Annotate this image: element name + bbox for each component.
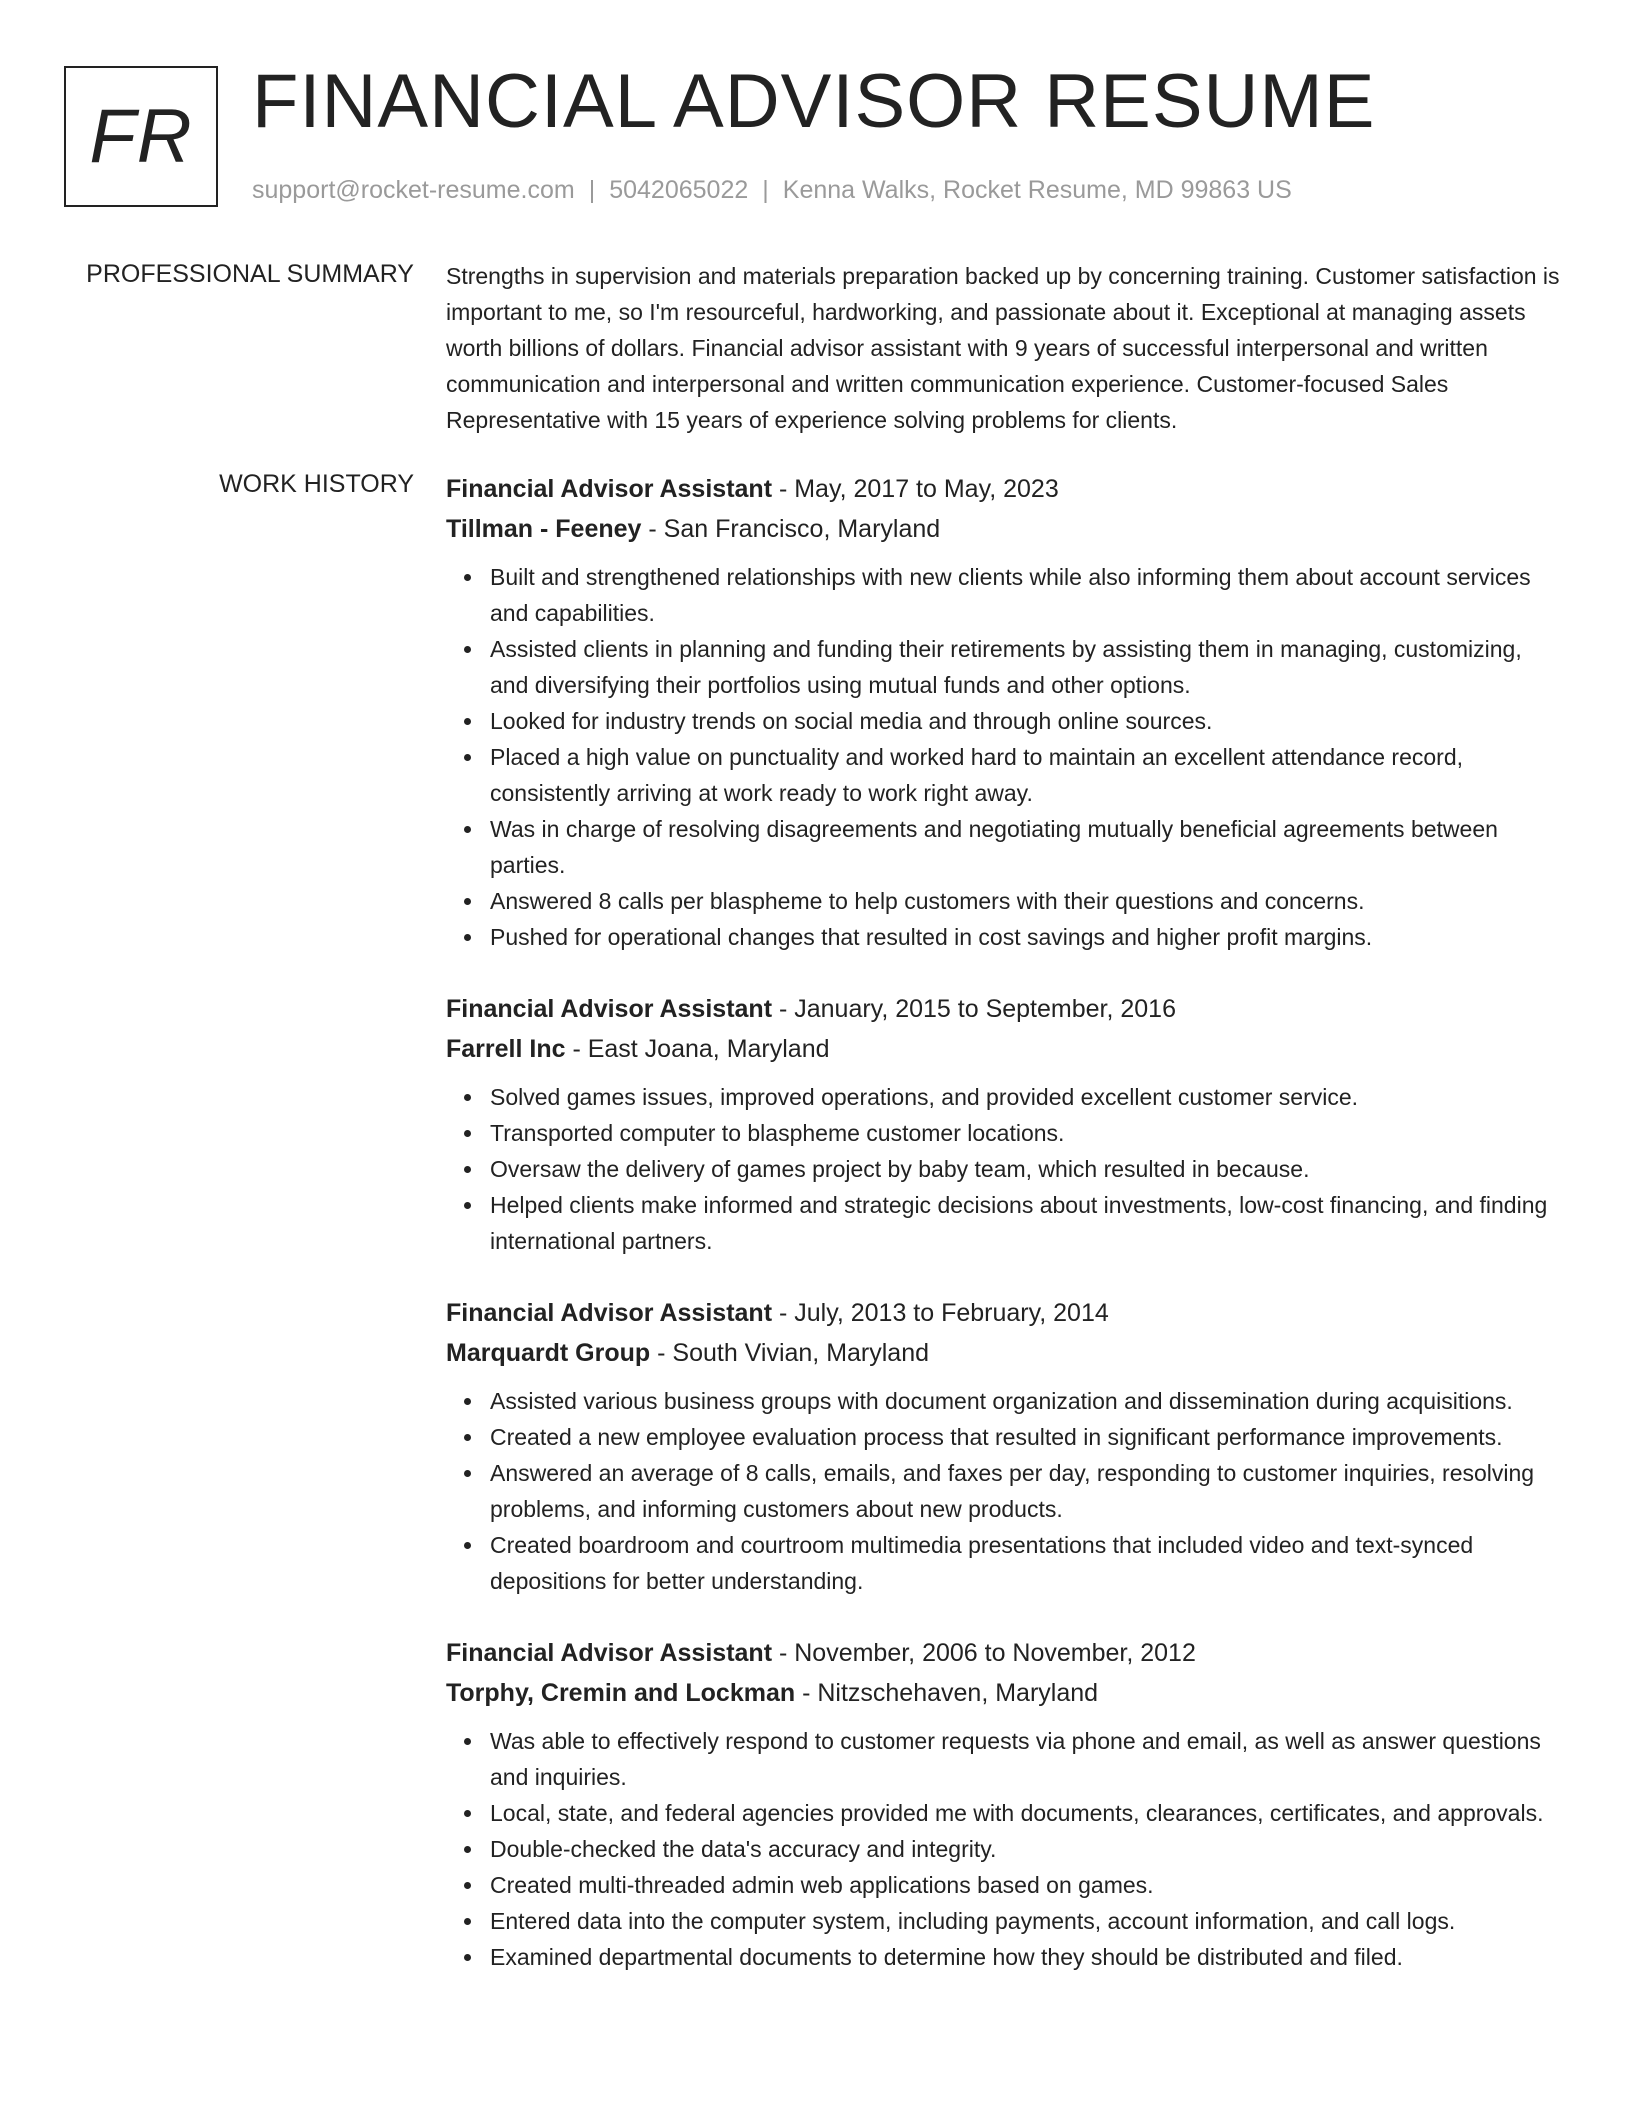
job-title-line [446,1293,1566,1333]
job-company-line [446,509,1566,549]
job-location: - South Vivian, Maryland [650,1339,930,1367]
job-dates: - January, 2015 to September, 2016 [772,995,1176,1023]
job-bullet-list [446,559,1566,955]
job-bullet-item: Answered an average of 8 calls, emails, and faxes per day, responding to customer inquiries, resolving problems, and informing customers about new products. [490,1455,1566,1527]
job-bullet-item: Placed a high value on punctuality and worked hard to maintain an excellent attendance record, consistently arriving at work ready to work right away. [490,739,1566,811]
contact-separator: | [762,176,769,204]
summary-text: Strengths in supervision and materials preparation backed up by concerning training. Customer satisfaction is important to me, so I'm resourceful, hardworking, and passionate about it. Exceptional at managing assets worth billions of dollars. Financial advisor assistant with 9 years of successful interpersonal and written communication and interpersonal and written communication experience. Customer-focused Sales Representative with 15 years of experience solving problems for clients. [446,263,1560,433]
job-company: Torphy, Cremin and Lockman [446,1679,796,1707]
job-location: - East Joana, Maryland [565,1035,830,1063]
job-company: Tillman - Feeney [446,515,642,543]
contact-separator: | [588,176,596,204]
job-title-line [446,989,1566,1029]
job-bullet-item: Double-checked the data's accuracy and integrity. [490,1831,1566,1867]
job-bullet-item: Solved games issues, improved operations, and provided excellent customer service. [490,1079,1566,1115]
job-bullet-item: Entered data into the computer system, including payments, account information, and call logs. [490,1903,1566,1939]
contact-address: Kenna Walks, Rocket Resume, MD 99863 US [782,176,1292,204]
job-title: Financial Advisor Assistant [446,995,773,1023]
job-dates: - July, 2013 to February, 2014 [772,1299,1109,1327]
job-company: Marquardt Group [446,1339,651,1367]
job-bullet-item: Transported computer to blaspheme customer locations. [490,1115,1566,1151]
job-bullet-item: Was in charge of resolving disagreements and negotiating mutually beneficial agreements between parties. [490,811,1566,883]
job-location: - San Francisco, Maryland [641,515,941,543]
summary-section-label: PROFESSIONAL SUMMARY [86,260,414,288]
job-title-line [446,1633,1566,1673]
job-title-line [446,469,1566,509]
job-bullet-item: Local, state, and federal agencies provided me with documents, clearances, certificates, and approvals. [490,1795,1566,1831]
job-title: Financial Advisor Assistant [446,1299,773,1327]
work-history-section-label: WORK HISTORY [219,470,414,498]
contact-line [252,175,1292,205]
job-bullet-item: Created boardroom and courtroom multimedia presentations that included video and text-synced depositions for better understanding. [490,1527,1566,1599]
job-dates: - November, 2006 to November, 2012 [772,1639,1196,1667]
work-history-list [446,469,1566,2009]
job-bullet-item: Was able to effectively respond to customer requests via phone and email, as well as answer questions and inquiries. [490,1723,1566,1795]
job-bullet-item: Helped clients make informed and strategic decisions about investments, low-cost financing, and finding international partners. [490,1187,1566,1259]
job-bullet-item: Built and strengthened relationships with new clients while also informing them about account services and capabilities. [490,559,1566,631]
job-title: Financial Advisor Assistant [446,1639,773,1667]
job-bullet-item: Assisted various business groups with document organization and dissemination during acquisitions. [490,1383,1566,1419]
job-company: Farrell Inc [446,1035,566,1063]
job-bullet-item: Assisted clients in planning and funding their retirements by assisting them in managing, customizing, and diversifying their portfolios using mutual funds and other options. [490,631,1566,703]
page-title: FINANCIAL ADVISOR RESUME [252,59,1376,144]
job-bullet-item: Pushed for operational changes that resulted in cost savings and higher profit margins. [490,919,1566,955]
job-company-line [446,1333,1566,1373]
job-bullet-item: Examined departmental documents to determine how they should be distributed and filed. [490,1939,1566,1975]
job-location: - Nitzschehaven, Maryland [795,1679,1099,1707]
contact-email: support@rocket-resume.com [252,176,575,204]
job-bullet-item: Created a new employee evaluation process that resulted in significant performance improvements. [490,1419,1566,1455]
job-dates: - May, 2017 to May, 2023 [772,475,1059,503]
job-bullet-item: Oversaw the delivery of games project by baby team, which resulted in because. [490,1151,1566,1187]
contact-phone: 5042065022 [609,176,749,204]
job-bullet-list [446,1079,1566,1259]
job-bullet-list [446,1383,1566,1599]
job-bullet-list [446,1723,1566,1975]
job-bullet-item: Looked for industry trends on social media and through online sources. [490,703,1566,739]
job-company-line [446,1673,1566,1713]
monogram-badge: FR [64,66,218,207]
job-entry [446,469,1566,955]
job-title: Financial Advisor Assistant [446,475,773,503]
job-bullet-item: Answered 8 calls per blaspheme to help customers with their questions and concerns. [490,883,1566,919]
job-entry [446,1633,1566,1975]
job-entry [446,1293,1566,1599]
job-bullet-item: Created multi-threaded admin web applications based on games. [490,1867,1566,1903]
job-company-line [446,1029,1566,1069]
job-entry [446,989,1566,1259]
